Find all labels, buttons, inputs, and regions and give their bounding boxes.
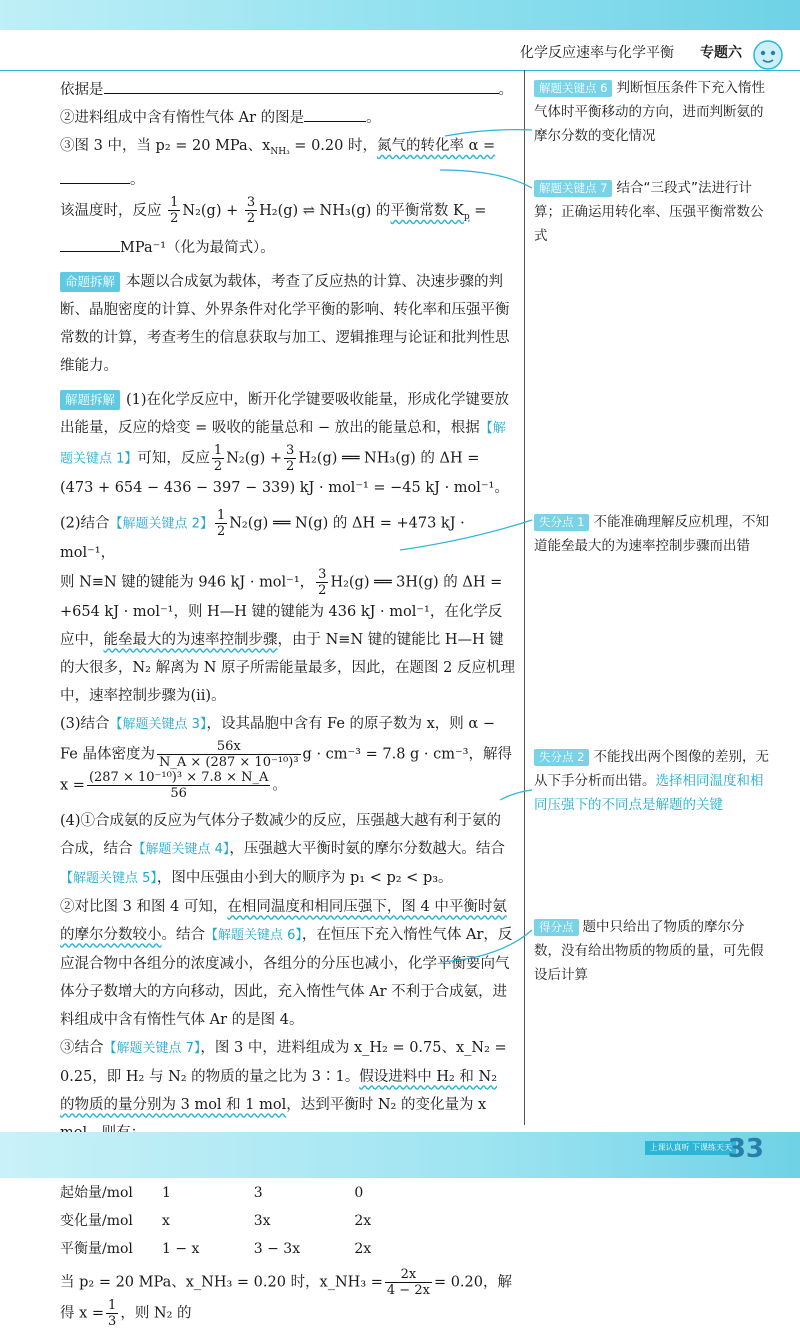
table-cell: 0 <box>354 1184 364 1201</box>
line-kp: 该温度时，反应 $\frac{1}{2}$ N₂(g) + $\frac{3}{2}$ H₂(g) ⇌ NH₃(g) 的平衡常数 $K_p$ = <box>60 195 487 227</box>
side-note-lose-2: 失分点 2 不能找出两个图像的差别，无从下手分析而出错。选择相同温度和相同压强下的不同点是解题的关键 <box>534 749 769 813</box>
para-analysis: 命题拆解 本题以合成氨为载体，考查了反应热的计算、决速步骤的判断、晶胞密度的计算、外界条件对化学平衡的影响、转化率和压强平衡常数的计算，考查考生的信息获取与加工、逻辑推理与论证和批判性思维能力。 <box>60 273 510 374</box>
key-point-5: 【解题关键点 5】 <box>60 870 157 886</box>
key-point-3: 【解题关键点 3】 <box>109 716 207 732</box>
key-point-1: 【解题关键点 1】 <box>60 420 506 467</box>
fraction-three-half: $\frac{3}{2}$ <box>246 195 256 227</box>
footer-slogan: 上课认真听 下课练天天 <box>645 1141 736 1155</box>
top-decor-band <box>0 0 800 30</box>
table-cell <box>312 1207 354 1235</box>
mascot-icon <box>750 36 786 72</box>
note-label: 失分点 2 <box>534 749 589 766</box>
table-cell: 变化量/mol <box>60 1212 133 1229</box>
para-solution-1: 解题拆解 (1)在化学反应中，断开化学键要吸收能量，形成化学键要放出能量，反应的焓变 = 吸收的能量总和 − 放出的能量总和，根据【解题关键点 1】可知，反应 $\frac{1}{2}$ N₂(g) + $\frac{3}{2}$ H₂(g) ══ NH₃(g) 的 ΔH = (473 + 654 − 436 − 397 − 339) kJ · mol⁻¹ = −45 kJ · mol⁻¹。 <box>60 391 510 496</box>
note-label: 得分点 <box>534 919 579 936</box>
topic-title: 专题六 <box>700 45 742 61</box>
para-solution-2: (2)结合【解题关键点 2】 $\frac{1}{2}$ N₂(g) ══ N(g) 的 ΔH = +473 kJ · mol⁻¹， 则 N≡N 键的键能为 946 kJ · mol⁻¹， $\frac{3}{2}$ H₂(g) ══ 3H(g) 的 ΔH = +654 kJ · mol⁻¹，则 H—H 键的键能为 436 kJ · mol⁻¹，在化学反应中，能垒最大的为速率控制步骤，由于 N≡N 键的键能比 H—H 键的大很多，N₂ 解离为 N 原子所需能量最多，因此，在题图 2 反应机理中，速率控制步骤为(ⅱ)。 <box>60 507 515 704</box>
line-q2: ②进料组成中含有惰性气体 Ar 的图是 。 <box>60 110 381 126</box>
tag-proposition: 命题拆解 <box>60 272 120 292</box>
table-cell: 3x <box>253 1212 271 1229</box>
table-cell: 1 − x <box>162 1240 200 1257</box>
table-row <box>60 1179 425 1207</box>
bottom-decor-band <box>0 1132 800 1178</box>
column-divider <box>524 70 525 1125</box>
table-cell: 2x <box>354 1212 372 1229</box>
line-basis: 依据是 。 <box>60 82 513 98</box>
chapter-title: 化学反应速率与化学平衡 <box>520 45 674 61</box>
side-note-key-7: 解题关键点 7 结合“三段式”法进行计算；正确运用转化率、压强平衡常数公式 <box>534 180 764 244</box>
note-label: 解题关键点 7 <box>534 180 612 197</box>
table-cell <box>212 1179 254 1207</box>
note-label: 解题关键点 6 <box>534 80 612 97</box>
table-cell: 2x <box>354 1240 372 1257</box>
key-point-7: 【解题关键点 7】 <box>103 1040 201 1056</box>
para-solution-4b: ②对比图 3 和图 4 可知，在相同温度和相同压强下，图 4 中平衡时氨的摩尔分数较小。结合【解题关键点 6】，在恒压下充入惰性气体 Ar，反应混合物中各组分的浓度减小，各组分的分压也减小，化学平衡要向气体分子数增大的方向移动，因此，充入惰性气体 Ar 不利于合成氨，进料组成中含有惰性气体 Ar 的是图 4。 <box>60 898 513 1028</box>
page-header <box>0 30 800 71</box>
table-cell <box>312 1235 354 1263</box>
table-cell: 1 <box>162 1184 171 1201</box>
table-cell: 3 − 3x <box>253 1240 301 1257</box>
table-cell: 起始量/mol <box>60 1184 133 1201</box>
table-row <box>60 1235 425 1263</box>
table-cell <box>312 1179 354 1207</box>
para-solution-4c: ③结合【解题关键点 7】，图 3 中，进料组成为 x_H₂ = 0.75、x_N₂ = 0.25，即 H₂ 与 N₂ 的物质的量之比为 3∶1。假设进料中 H₂ 和 N₂ 的物质的量分别为 3 mol 和 1 mol，达到平衡时 N₂ 的变化量为 x <box>60 1039 507 1113</box>
table-cell: 3 <box>253 1184 263 1201</box>
table-cell <box>212 1207 254 1235</box>
table-cell: x <box>162 1212 170 1229</box>
note-label: 失分点 1 <box>534 514 589 531</box>
table-cell <box>212 1235 254 1263</box>
para-solution-3: (3)结合【解题关键点 3】，设其晶胞中含有 Fe 的原子数为 x，则 α − Fe 晶体密度为 $\frac{56x}{\text{N\_A × (287 × 10⁻¹⁰)³}}$ g · cm⁻³ = 7.8 g · cm⁻³，解得 x = $\frac{\text{(287 × 10⁻¹⁰)³ × 7.8 × N\_A}}{56}$ 。 <box>60 715 512 801</box>
table-cell: 平衡量/mol <box>60 1240 133 1257</box>
line-kp-unit: MPa⁻¹（化为最简式）。 <box>60 234 515 262</box>
page-number: 33 <box>727 1134 764 1164</box>
side-note-lose-1: 失分点 1 不能准确理解反应机理，不知道能垒最大的为速率控制步骤而出错 <box>534 514 769 554</box>
fraction-half: $\frac{1}{2}$ <box>170 195 179 227</box>
tag-solution: 解题拆解 <box>60 390 120 410</box>
side-note-key-6: 解题关键点 6 判断恒压条件下充入惰性气体时平衡移动的方向，进而判断氨的摩尔分数的变化情况 <box>534 80 765 144</box>
para-solution-4: (4)①合成氨的反应为气体分子数减少的反应，压强越大越有利于氨的合成，结合【解题关键点 4】，压强越大平衡时氨的摩尔分数越大。结合【解题关键点 5】，图中压强由小到大的顺序为 p₁ < p₂ < p₃。 <box>60 812 505 886</box>
side-note-score: 得分点 题中只给出了物质的摩尔分数，没有给出物质的物质的量，可先假设后计算 <box>534 919 764 983</box>
table-row <box>60 1207 425 1235</box>
key-point-6: 【解题关键点 6】 <box>205 927 302 943</box>
para-final: 当 p₂ = 20 MPa、x_NH₃ = 0.20 时，x_NH₃ = $\frac{2x}{4 - 2x}$ = 0.20，解得 x = $\frac{1}{3}$ ，则 N₂ 的 <box>60 1266 512 1329</box>
key-point-4: 【解题关键点 4】 <box>132 841 230 857</box>
key-point-2: 【解题关键点 2】 <box>109 516 213 532</box>
line-q3: ③图 3 中，当 p₂ = 20 MPa、$x_{NH_3} = 0.20$ 时，氮气的转化率 α =。 <box>60 138 496 188</box>
